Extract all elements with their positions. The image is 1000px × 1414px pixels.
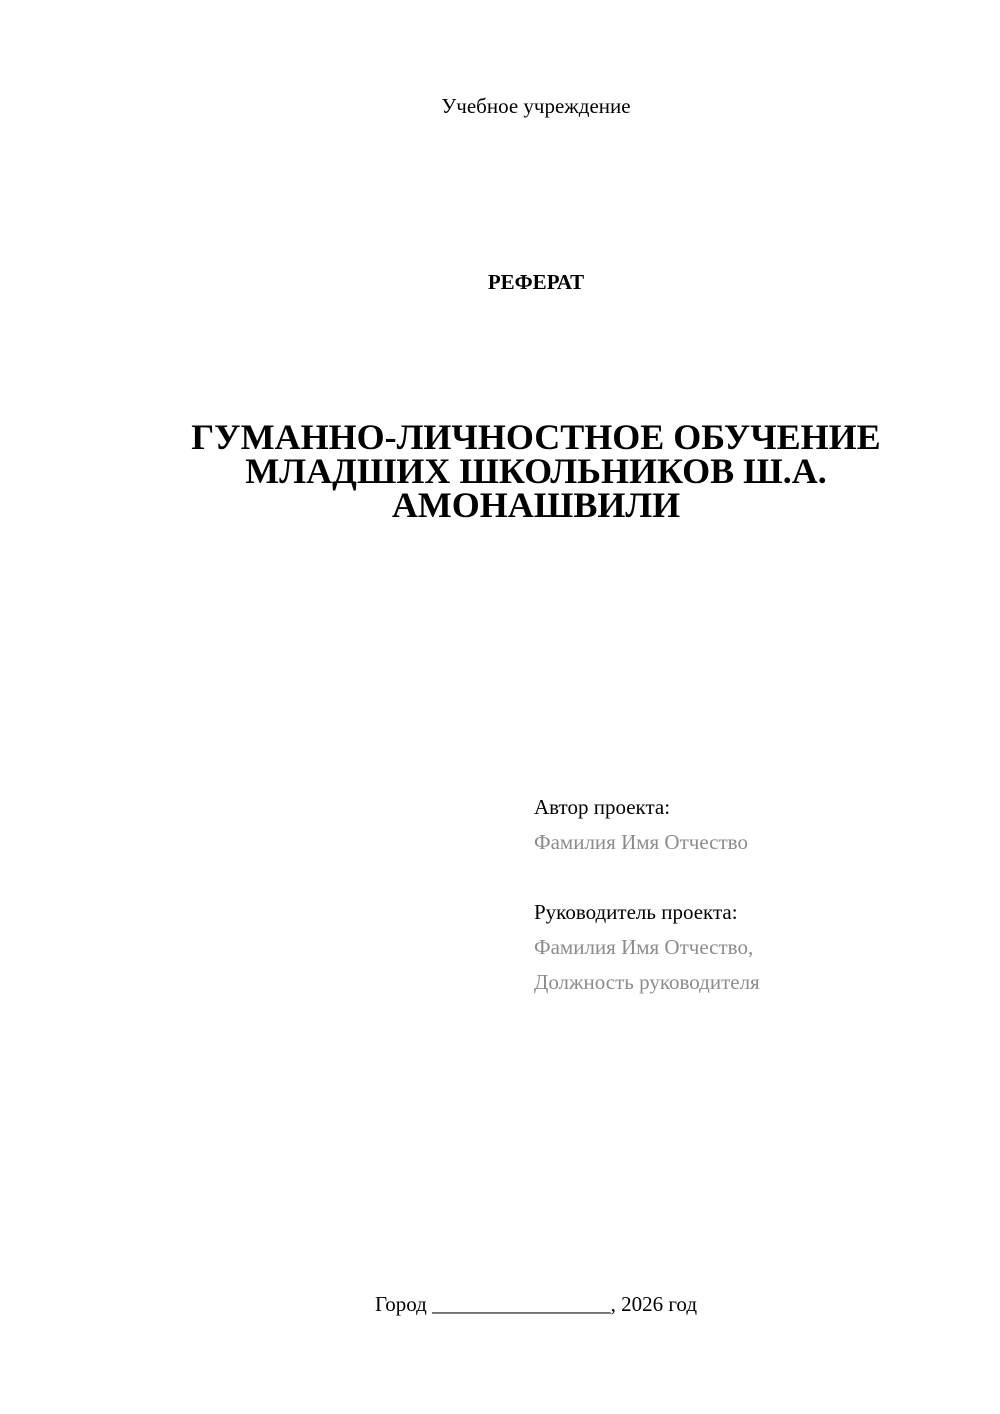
document-title [140, 417, 932, 525]
supervisor-block [534, 895, 974, 1000]
title-line: АМОНАШВИЛИ [391, 485, 681, 525]
supervisor-label: Руководитель проекта: [534, 900, 738, 924]
title-line: МЛАДШИХ ШКОЛЬНИКОВ Ш.А. [245, 451, 827, 491]
title-line: ГУМАННО-ЛИЧНОСТНОЕ ОБУЧЕНИЕ [191, 417, 881, 457]
city-year-line: Город _________________, 2026 год [374, 1292, 698, 1316]
supervisor-name: Фамилия Имя Отчество, [534, 935, 754, 959]
institution-name: Учебное учреждение [441, 94, 631, 118]
author-label: Автор проекта: [534, 795, 671, 819]
document-type: РЕФЕРАТ [487, 270, 585, 294]
supervisor-position: Должность руководителя [534, 970, 760, 994]
author-block [534, 790, 974, 860]
author-name: Фамилия Имя Отчество [534, 830, 748, 854]
